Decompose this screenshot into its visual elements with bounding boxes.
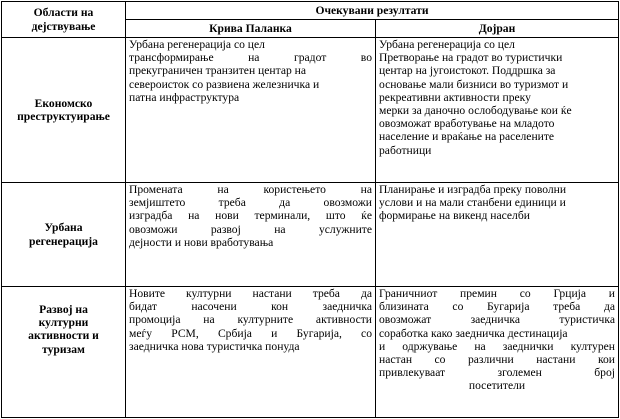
area-label: Економско [34,96,93,110]
text-line: соработка како заедничка дестинација [379,326,568,340]
area-label: преструктуирање [17,110,110,123]
text-line: овозможат заедничка туристичка [379,313,615,327]
text-line: меѓу РСМ, Србија и Бугарија, со [129,326,372,340]
text-line: Планирање и изградба преку поволни [379,183,567,196]
text-line: дејности и нови вработувања [129,235,274,249]
areas-header-line2: дејствување [31,19,96,33]
results-header: Очекувани резултати [126,2,619,20]
kriva-palanka-cell [126,287,376,418]
text-line: работници [379,143,432,157]
text-line: мерки за даночно ослободување кои ќе [379,104,572,118]
dojran-cell [376,287,619,418]
dojran-cell [376,38,619,183]
area-label: активности и [28,329,99,343]
text-line: основање мали бизниси во туризмот и [379,77,569,91]
text-line: и одржување на заеднички културен [379,339,615,353]
area-label: регенерација [29,234,98,248]
text-line: промоција на културните активности [129,313,372,327]
area-cell-urban-regeneration [2,183,126,287]
text-line: формирање на викенд населби [379,209,530,223]
text-line: Урбана регенерација со цел [379,38,515,51]
column-header-kriva-palanka: Крива Паланка [126,20,376,38]
text-line: Новите културни настани треба да [129,287,372,300]
text-line: услови и на мали станбени единици и [379,196,566,210]
text-line: Граничниот премин со Грција и [379,287,615,300]
text-line: Урбана регенерација со цел [129,38,265,51]
area-label: културни [38,316,89,330]
text-line: привлекуваат зголемен број [379,366,615,380]
text-line: изградба на нови терминали, што ќе [129,209,372,223]
areas-header-line1: Области на [33,6,94,20]
area-label: Урбана [44,221,83,235]
kriva-palanka-cell [126,38,376,183]
text-line: рекреативни активности преку [379,90,531,104]
text-line: центар на југоистокот. Поддршка за [379,64,556,78]
text-line: трансформирање на градот во [129,51,372,65]
text-line: бидат насочени кон заедничка [129,300,372,314]
text-line: Промената на користењето на [129,183,372,196]
text-line: близината со Бугарија треба да [379,300,615,314]
text-line: овозможи развој на услужните [129,222,372,236]
column-header-dojran: Дојран [376,20,619,38]
text-line: население и враќање на раселените [379,130,555,144]
dojran-cell [376,183,619,287]
text-line: настан со различни настани кои [379,353,615,367]
text-line: прекуграничен транзитен центар на [129,64,307,78]
areas-header [2,2,126,38]
text-line: североисток со развиена железничка и [129,77,320,91]
text-line: заедничка нова туристичка понуда [129,339,300,353]
text-line: Претворање на градот во туристички [379,51,563,65]
text-line: посетители [468,379,526,393]
text-line: патна инфраструктура [129,90,240,104]
area-label: туризам [42,342,85,356]
expected-results-table [1,1,619,418]
kriva-palanka-cell [126,183,376,287]
text-line: земјиштето треба да овозможи [129,196,372,210]
text-line: овозможат вработување на младото [379,117,555,131]
area-label: Развој на [39,303,88,316]
area-cell-culture-tourism [2,287,126,418]
area-cell-economic-restructuring [2,38,126,183]
